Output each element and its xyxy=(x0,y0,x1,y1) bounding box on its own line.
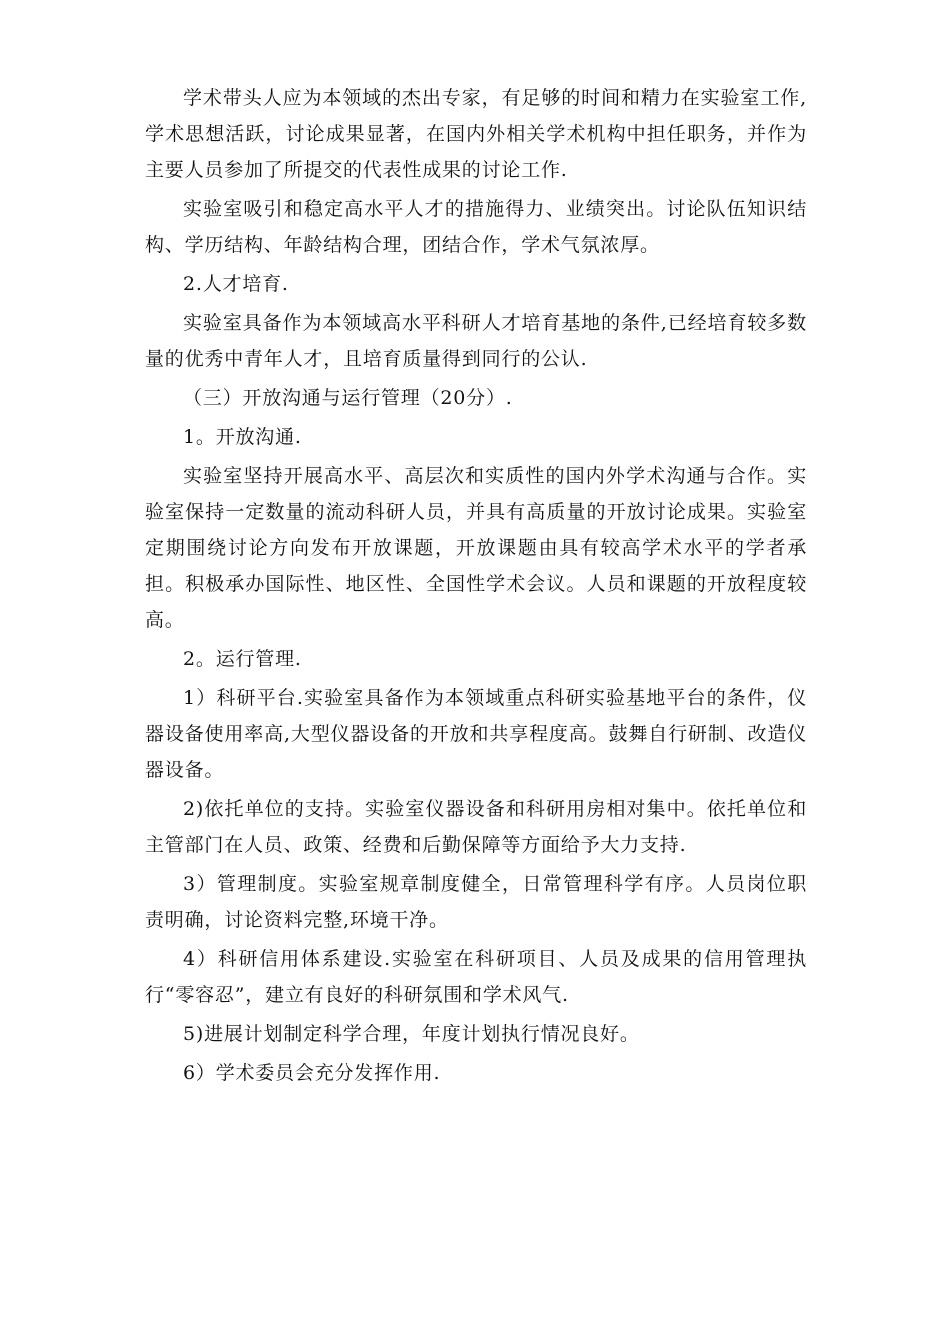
heading-operation-management: 2。运行管理. xyxy=(183,648,302,670)
paragraph-talent-measures: 实验室吸引和稳定高水平人才的措施得力、业绩突出。讨论队伍知识结构、学历结构、年龄结构合理，团结合作，学术气氛浓厚。 xyxy=(145,198,807,256)
paragraph-leader-requirements: 学术带头人应为本领域的杰出专家，有足够的时间和精力在实验室工作,学术思想活跃，讨论成果显著，在国内外相关学术机构中担任职务，并作为主要人员参加了所提交的代表性成果的讨论工作. xyxy=(145,87,807,181)
document-body xyxy=(145,80,807,1094)
paragraph-academic-committee: 6）学术委员会充分发挥作用. xyxy=(183,1062,441,1084)
paragraph-research-platform: 1）科研平台.实验室具备作为本领域重点科研实验基地平台的条件，仪器设备使用率高,大型仪器设备的开放和共享程度高。鼓舞自行研制、改造仪器设备。 xyxy=(145,687,807,781)
paragraph-management-system: 3）管理制度。实验室规章制度健全，日常管理科学有序。人员岗位职责明确，讨论资料完整,环境干净。 xyxy=(145,873,807,931)
paragraph-training-base: 实验室具备作为本领域高水平科研人才培育基地的条件,已经培育较多数量的优秀中青年人才，且培育质量得到同行的公认. xyxy=(145,312,807,370)
paragraph-credit-system: 4）科研信用体系建设.实验室在科研项目、人员及成果的信用管理执行“零容忍”，建立有良好的科研氛围和学术风气. xyxy=(145,948,807,1006)
heading-open-communication: 1。开放沟通. xyxy=(183,426,302,448)
heading-talent-training: 2.人才培育. xyxy=(183,273,289,295)
paragraph-open-communication: 实验室坚持开展高水平、高层次和实质性的国内外学术沟通与合作。实验室保持一定数量的流动科研人员，并具有高质量的开放讨论成果。实验室定期围绕讨论方向发布开放课题，开放课题由具有较高学术水平的学者承担。积极承办国际性、地区性、全国性学术会议。人员和课题的开放程度较高。 xyxy=(145,465,807,631)
paragraph-progress-plan: 5)进展计划制定科学合理，年度计划执行情况良好。 xyxy=(183,1023,640,1045)
paragraph-host-support: 2)依托单位的支持。实验室仪器设备和科研用房相对集中。依托单位和主管部门在人员、政策、经费和后勤保障等方面给予大力支持. xyxy=(145,798,807,856)
heading-section-three: （三）开放沟通与运行管理（20分）. xyxy=(183,387,513,409)
